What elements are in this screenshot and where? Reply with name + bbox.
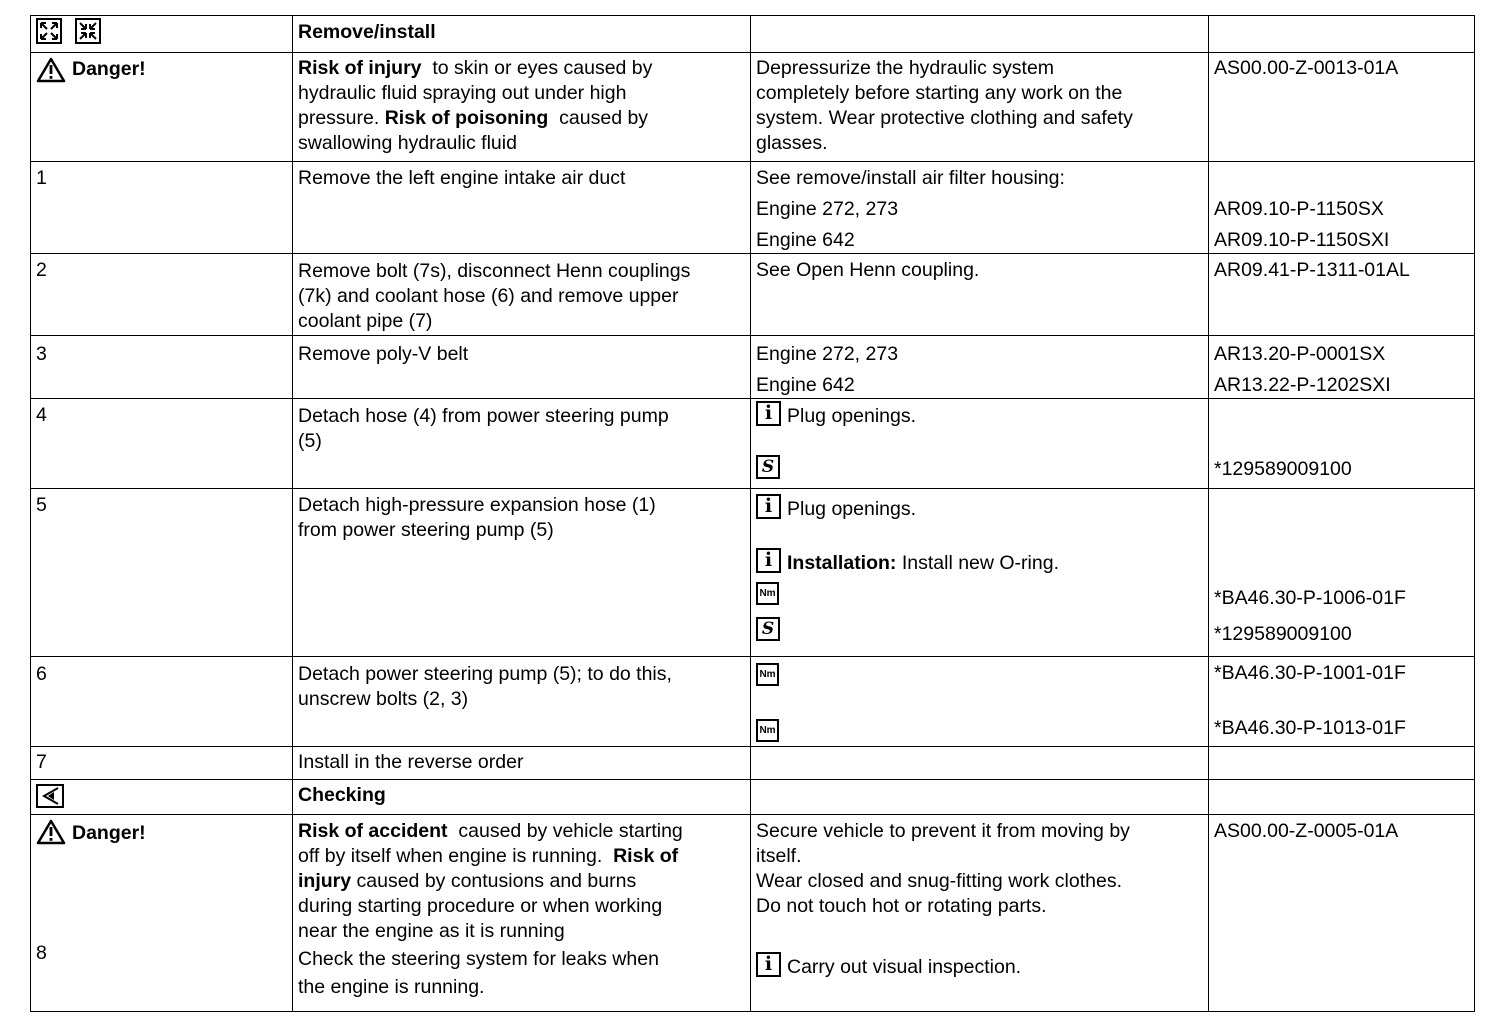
step-notes: Engine 272, 273 Engine 642 bbox=[751, 335, 1209, 398]
danger-label: Danger! bbox=[72, 821, 146, 844]
step-number: 8 bbox=[36, 941, 47, 964]
step-text: Check the steering system for leaks when bbox=[298, 947, 659, 970]
step-number: 2 bbox=[31, 254, 293, 335]
step-notes: i Plug openings. S bbox=[751, 399, 1209, 489]
step-text: Detach hose (4) from power steering pump (5) bbox=[293, 399, 751, 489]
doc-ref: AR09.10-P-1150SX bbox=[1214, 197, 1384, 220]
step-text: Install in the reverse order bbox=[293, 747, 751, 779]
warning-icon bbox=[36, 57, 66, 90]
doc-ref: *129589009100 bbox=[1214, 622, 1352, 645]
info-icon: i bbox=[756, 494, 781, 519]
step-notes: See Open Henn coupling. bbox=[751, 254, 1209, 335]
danger-text-cell: Risk of accident caused by vehicle starting off by itself when engine is running. Risk of injury caused by contusions and burns during starting procedure or when working near the engine as it is running Check the steering system for leaks when the engine is running. bbox=[293, 814, 751, 1011]
danger-row bbox=[31, 814, 1475, 1011]
step-row bbox=[31, 747, 1475, 779]
step-text: Detach power steering pump (5); to do this, unscrew bolts (2, 3) bbox=[293, 656, 751, 747]
step-refs bbox=[1209, 656, 1475, 747]
special-tool-icon: S bbox=[756, 617, 780, 641]
step-text: Remove bolt (7s), disconnect Henn couplings (7k) and coolant hose (6) and remove upper coolant pipe (7) bbox=[293, 254, 751, 335]
danger-row bbox=[31, 53, 1475, 162]
step-notes: i Plug openings. i Installation: Install new O-ring. Nm S bbox=[751, 488, 1209, 656]
section-title-cell bbox=[293, 16, 751, 53]
doc-ref: AR09.10-P-1150SXI bbox=[1214, 228, 1390, 251]
doc-ref: AR13.20-P-0001SX bbox=[1214, 342, 1386, 365]
doc-ref: *BA46.30-P-1006-01F bbox=[1214, 586, 1406, 609]
step-number: 4 bbox=[31, 399, 293, 489]
checking-title-cell bbox=[293, 779, 751, 814]
step-row bbox=[31, 488, 1475, 656]
danger-label: Danger! bbox=[72, 58, 146, 81]
doc-ref: AR13.22-P-1202SXI bbox=[1214, 373, 1391, 396]
step-text: Remove the left engine intake air duct bbox=[293, 161, 751, 254]
step-refs bbox=[1209, 161, 1475, 254]
doc-ref: AS00.00-Z-0005-01A bbox=[1214, 819, 1399, 842]
doc-ref: *129589009100 bbox=[1214, 458, 1352, 481]
step-row bbox=[31, 656, 1475, 747]
danger-ref-cell bbox=[1209, 814, 1475, 1011]
step-refs bbox=[1209, 488, 1475, 656]
checking-icon-cell bbox=[31, 779, 293, 814]
torque-icon: Nm bbox=[756, 582, 779, 605]
danger-label-cell bbox=[31, 53, 293, 162]
step-notes: See remove/install air filter housing: Engine 272, 273 Engine 642 bbox=[751, 161, 1209, 254]
special-tool-icon: S bbox=[756, 455, 780, 479]
step-number: 5 bbox=[31, 488, 293, 656]
torque-icon: Nm bbox=[756, 719, 779, 742]
step-number: 3 bbox=[31, 335, 293, 398]
section-title: Remove/install bbox=[298, 21, 436, 43]
step-text: the engine is running. bbox=[298, 975, 485, 998]
doc-ref: AR09.41-P-1311-01AL bbox=[1209, 254, 1475, 335]
step-number: 6 bbox=[31, 656, 293, 747]
header-icons-cell bbox=[31, 16, 293, 53]
info-icon: i bbox=[756, 952, 781, 977]
info-icon: i bbox=[756, 401, 781, 426]
warning-icon bbox=[36, 819, 66, 852]
install-icon bbox=[75, 18, 101, 44]
step-row bbox=[31, 399, 1475, 489]
danger-text-cell: Risk of injury to skin or eyes caused by hydraulic fluid spraying out under high pressure. Risk of poisoning caused by swallowing hydraulic fluid bbox=[293, 53, 751, 162]
checking-row bbox=[31, 779, 1475, 814]
step-row bbox=[31, 161, 1475, 254]
danger-action-cell: Secure vehicle to prevent it from moving by itself. Wear closed and snug-fitting work clothes. Do not touch hot or rotating parts. i Carry out visual inspection. bbox=[751, 814, 1209, 1011]
info-icon: i bbox=[756, 548, 781, 573]
doc-ref: *BA46.30-P-1013-01F bbox=[1214, 716, 1406, 739]
step-number: 7 bbox=[31, 747, 293, 779]
remove-icon bbox=[36, 18, 62, 44]
check-flag-icon bbox=[36, 784, 64, 808]
step-refs bbox=[1209, 335, 1475, 398]
danger-action-cell: Depressurize the hydraulic system completely before starting any work on the system. Wear protective clothing and safety glasses. bbox=[751, 53, 1209, 162]
doc-ref: AS00.00-Z-0013-01A bbox=[1214, 57, 1399, 80]
header-row bbox=[31, 16, 1475, 53]
step-row bbox=[31, 254, 1475, 335]
checking-title: Checking bbox=[298, 783, 386, 806]
procedure-table bbox=[30, 15, 1475, 1012]
step-text: Remove poly-V belt bbox=[293, 335, 751, 398]
torque-icon: Nm bbox=[756, 663, 779, 686]
step-notes bbox=[751, 656, 1209, 747]
step-refs bbox=[1209, 399, 1475, 489]
step-row bbox=[31, 335, 1475, 398]
danger-ref-cell bbox=[1209, 53, 1475, 162]
step-number: 1 bbox=[31, 161, 293, 254]
doc-ref: *BA46.30-P-1001-01F bbox=[1214, 661, 1406, 684]
step-text: Detach high-pressure expansion hose (1) from power steering pump (5) bbox=[293, 488, 751, 656]
danger-label-cell bbox=[31, 814, 293, 1011]
